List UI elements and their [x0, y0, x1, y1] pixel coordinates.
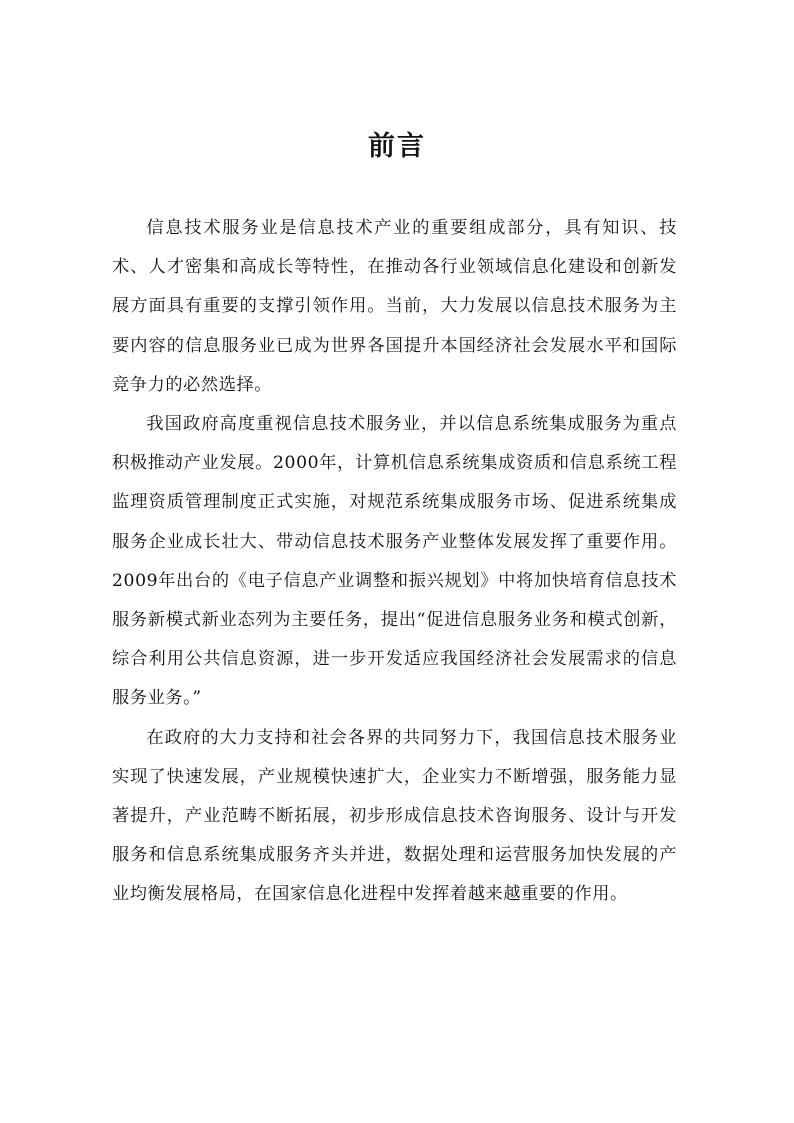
paragraph-2: 我国政府高度重视信息技术服务业，并以信息系统集成服务为重点积极推动产业发展。2000年，计算机信息系统集成资质和信息系统工程监理资质管理制度正式实施，对规范系统集成服务市场、促进系统集成服务企业成长壮大、带动信息技术服务产业整体发展发挥了重要作用。2009年出台的《电子信息产业调整和振兴规划》中将加快培育信息技术服务新模式新业态列为主要任务，提出“促进信息服务业务和模式创新，综合利用公共信息资源，进一步开发适应我国经济社会发展需求的信息服务业务。”: [112, 414, 677, 709]
paragraph-1: 信息技术服务业是信息技术产业的重要组成部分，具有知识、技术、人才密集和高成长等特性，在推动各行业领域信息化建设和创新发展方面具有重要的支撑引领作用。当前，大力发展以信息技术服务为主要内容的信息服务业已成为世界各国提升本国经济社会发展水平和国际竞争力的必然选择。: [112, 218, 677, 395]
page-title: 前言: [368, 131, 426, 162]
paragraph-3: 在政府的大力支持和社会各界的共同努力下，我国信息技术服务业实现了快速发展，产业规模快速扩大，企业实力不断增强，服务能力显著提升，产业范畴不断拓展，初步形成信息技术咨询服务、设计与开发服务和信息系统集成服务齐头并进，数据处理和运营服务加快发展的产业均衡发展格局，在国家信息化进程中发挥着越来越重要的作用。: [112, 727, 677, 905]
preface-body: [112, 209, 677, 915]
